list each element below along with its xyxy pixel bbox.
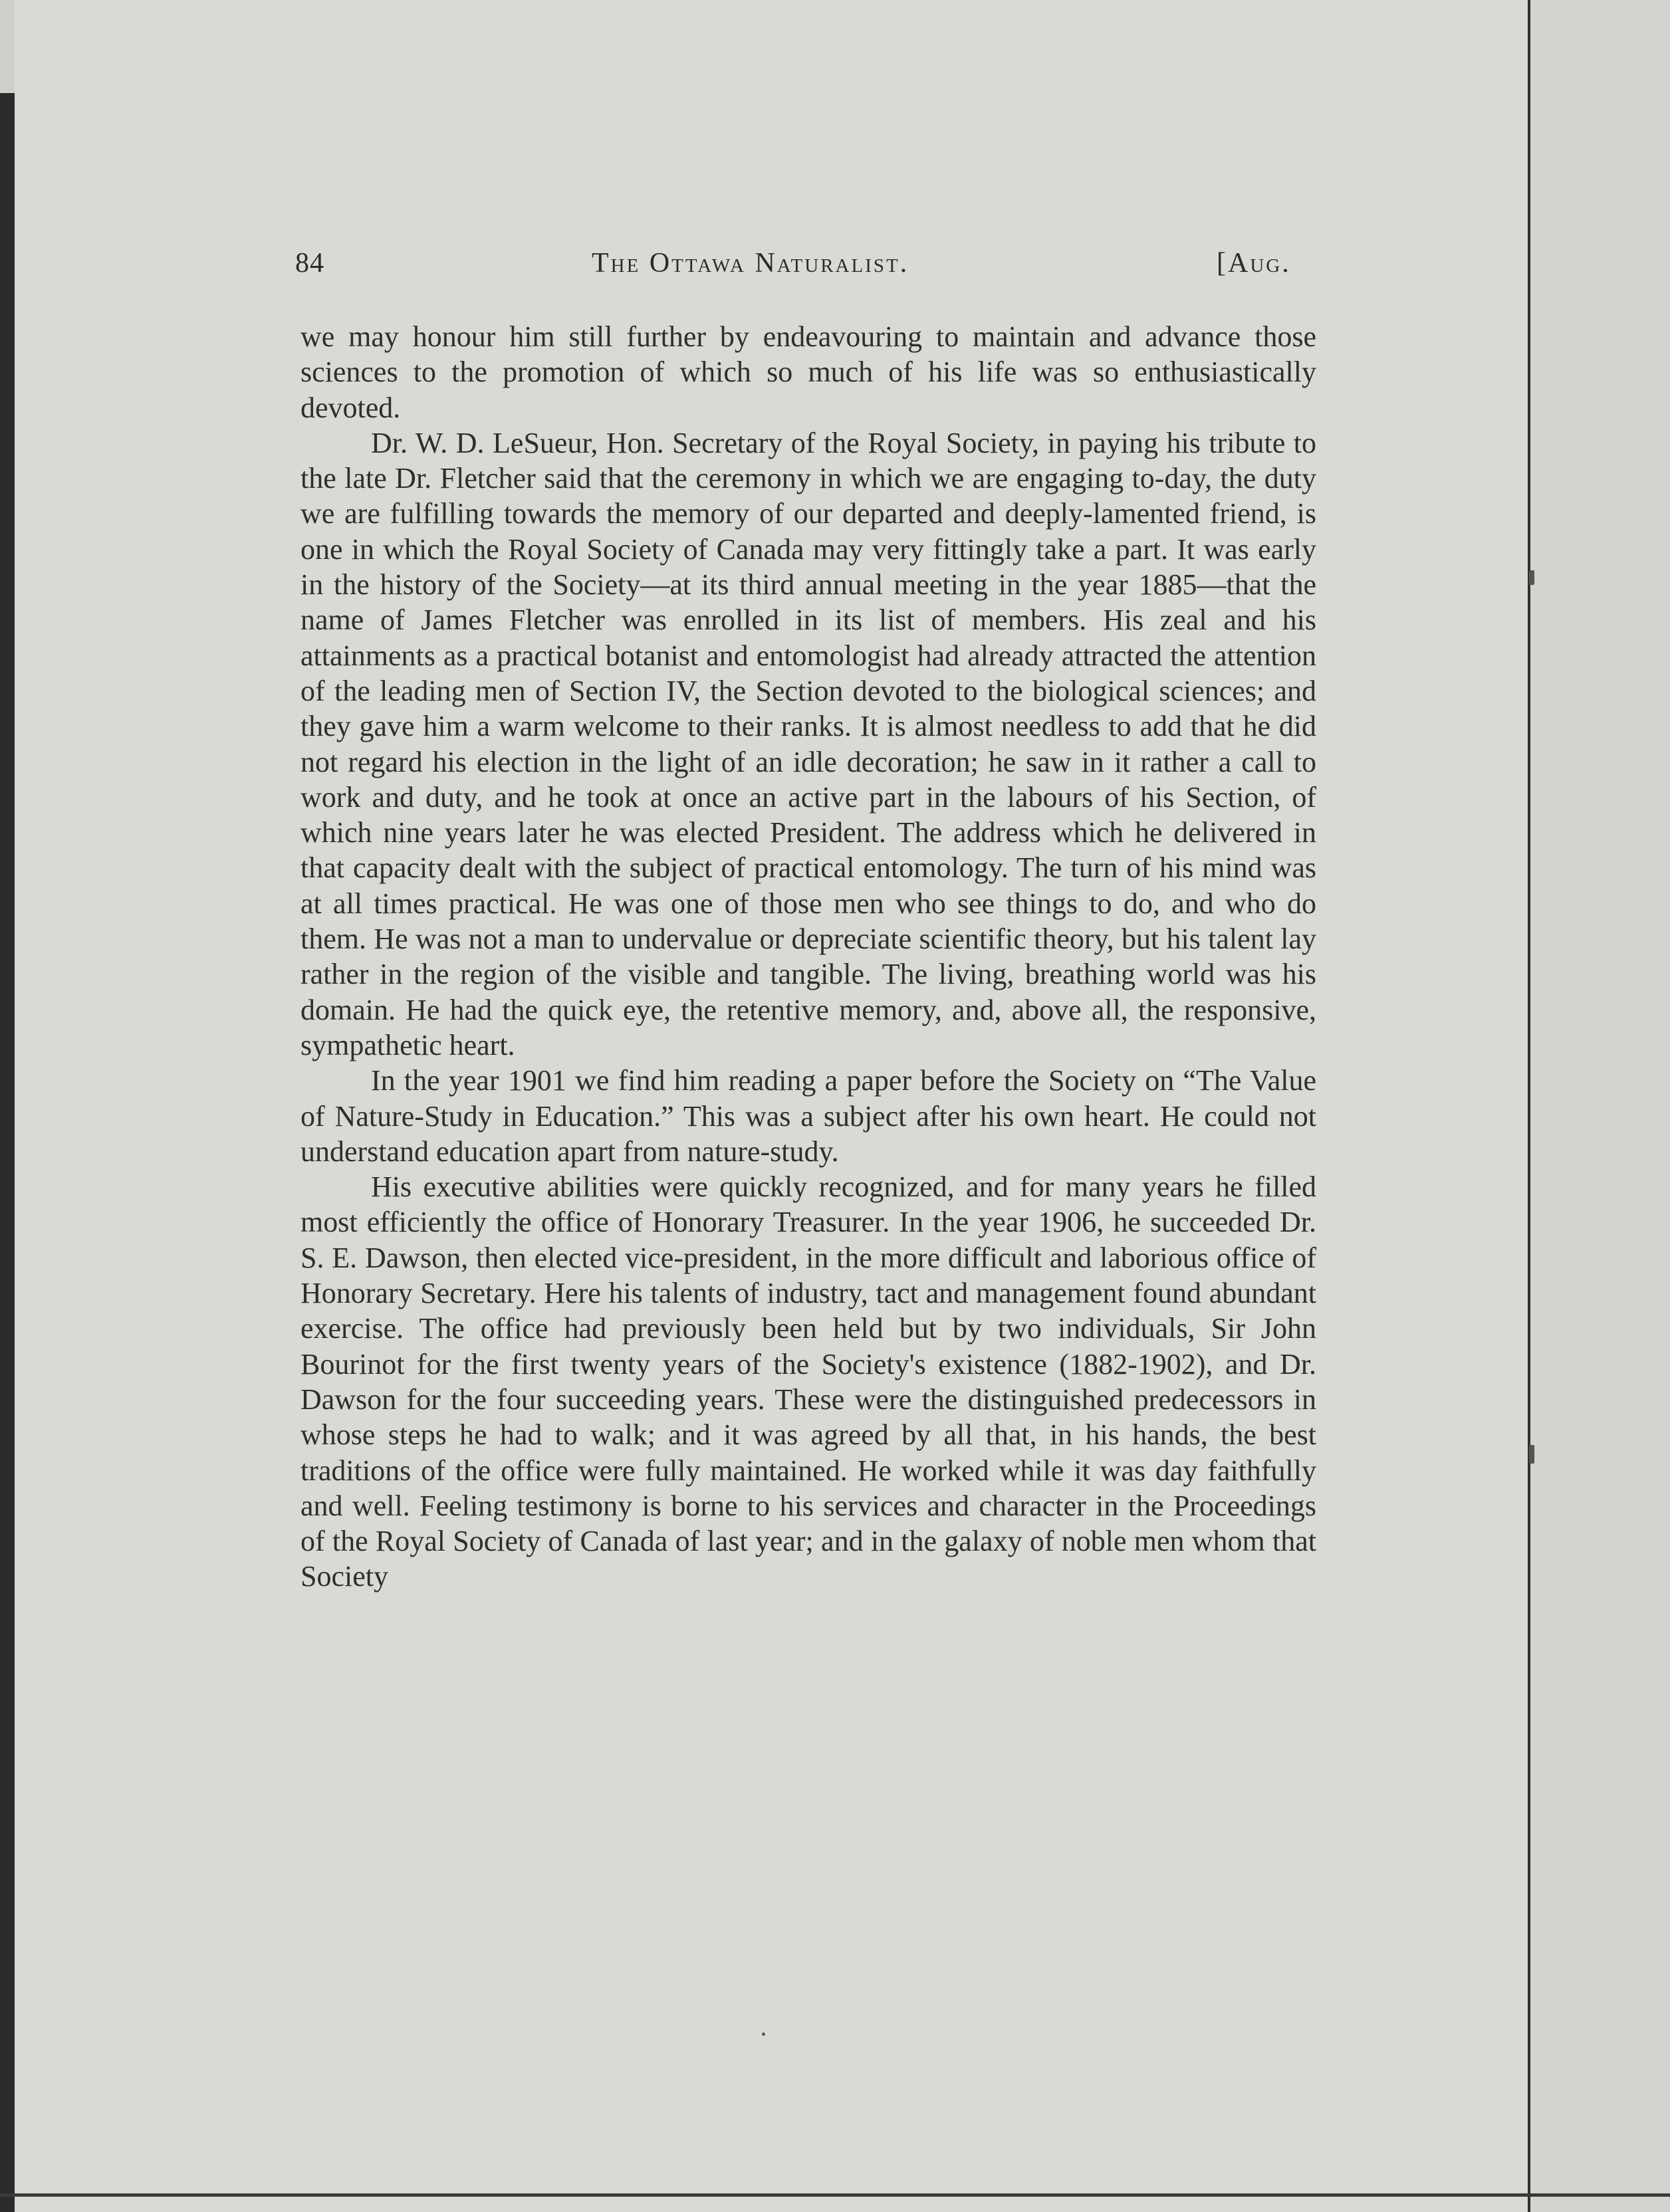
paragraph-continuation: we may honour him still further by endeavouring to maintain and advance those sciences to the promotion of which so much of his life was so enthusiastically devoted. xyxy=(300,320,1316,424)
paragraph-lesueur-tribute: Dr. W. D. LeSueur, Hon. Secretary of the Royal Society, in paying his tribute to the late Dr. Fletcher said that the ceremony in which we are engaging to-day, the duty we are fulfilling towards the memory of our departed and deeply-lamented friend, is one in which the Royal Society of Canada may very fittingly take a part. It was early in the history of the Society—at its third annual meeting in the year 1885—that the name of James Fletcher was enrolled in its list of members. His zeal and his attainments as a practical botanist and entomologist had already attracted the attention of the leading men of Section IV, the Section devoted to the biological sciences; and they gave him a warm welcome to their ranks. It is almost needless to add that he did not regard his election in the light of an idle decoration; he saw in it rather a call to work and duty, and he took at once an active part in the labours of his Section, of which nine years later he was elected President. The address which he delivered in that capacity dealt with the subject of practical entomology. The turn of his mind was at all times practical. He was one of those men who see things to do, and who do them. He was not a man to undervalue or depreciate scientific theory, but his talent lay rather in the region of the visible and tangible. The living, breathing world was his domain. He had the quick eye, the retentive memory, and, above all, the responsive, sympathetic heart. xyxy=(300,426,1316,1061)
paragraph-executive-abilities: His executive abilities were quickly recognized, and for many years he filled most efficiently the office of Honorary Treasurer. In the year 1906, he succeeded Dr. S. E. Dawson, then elected vice-president, in the more difficult and laborious office of Honorary Secretary. Here his talents of industry, tact and management found abundant exercise. The office had previously been held but by two individuals, Sir John Bourinot for the first twenty years of the Society's existence (1882-1902), and Dr. Dawson for the four succeeding years. These were the distinguished predecessors in whose steps he had to walk; and it was agreed by all that, in his hands, the best traditions of the office were fully maintained. He worked while it was day faithfully and well. Feeling testimony is borne to his services and character in the Proceedings of the Royal Society of Canada of last year; and in the galaxy of noble men whom that Society xyxy=(300,1170,1316,1593)
paper-speck xyxy=(762,2033,765,2036)
page-number: 84 xyxy=(295,248,324,278)
fold-mark xyxy=(1529,570,1534,585)
article-text xyxy=(300,319,1316,1595)
paragraph-nature-study: In the year 1901 we find him reading a paper before the Society on “The Value of Nature-Study in Education.” This was a subject after his own heart. He could not understand education apart from nature-study. xyxy=(300,1064,1316,1168)
facing-page-edge xyxy=(1530,0,1670,2212)
fold-mark xyxy=(1529,1445,1534,1464)
binding-edge-gap xyxy=(0,0,15,93)
running-title: The Ottawa Naturalist. xyxy=(592,248,909,278)
bottom-edge-rule xyxy=(0,2193,1670,2197)
running-month: [Aug. xyxy=(1217,248,1291,278)
binding-edge xyxy=(0,0,15,2212)
page-fold-line xyxy=(1528,0,1530,2212)
